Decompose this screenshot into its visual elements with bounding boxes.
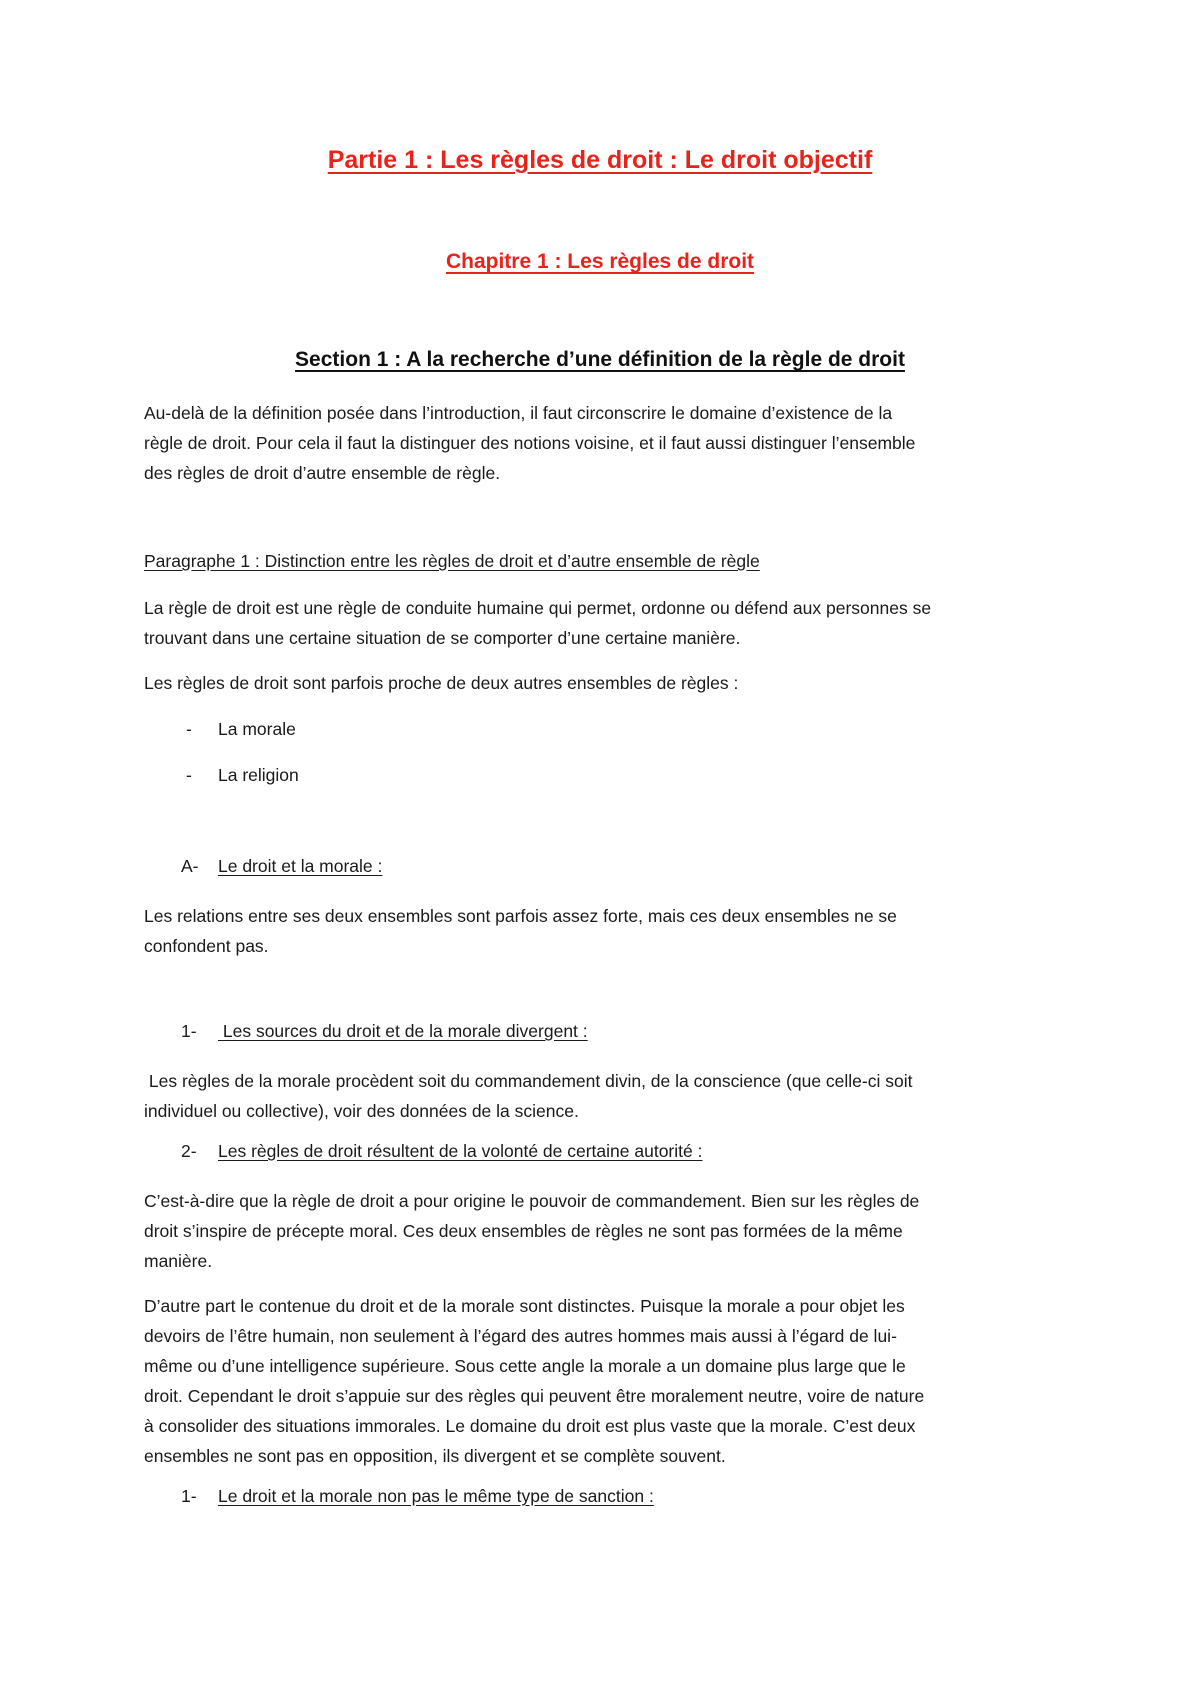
chapitre-title: Chapitre 1 : Les règles de droit	[445, 250, 755, 273]
subsection-1-title: Les sources du droit et de la morale divergent :	[218, 1021, 588, 1041]
subsection-a-title: Le droit et la morale :	[218, 856, 383, 876]
p5-line-2: droit s’inspire de précepte moral. Ces deux ensembles de règles ne sont pas formées de la même	[144, 1221, 903, 1241]
p5-line-1: C’est-à-dire que la règle de droit a pour origine le pouvoir de commandement. Bien sur les règles de	[144, 1191, 920, 1211]
p3-line-2: confondent pas.	[144, 936, 269, 956]
bullet-dash: -	[186, 765, 192, 785]
p5-line-3: manière.	[144, 1251, 213, 1271]
p1-line-2: trouvant dans une certaine situation de se comporter d’une certaine manière.	[144, 628, 741, 648]
p1-line-1: La règle de droit est une règle de conduite humaine qui permet, ordonne ou défend aux personnes se	[144, 598, 932, 618]
intro-line-1: Au-delà de la définition posée dans l’introduction, il faut circonscrire le domaine d’existence de la	[144, 403, 893, 423]
subsection-a-mark: A-	[181, 856, 199, 876]
p6-line-3: même ou d’une intelligence supérieure. Sous cette angle la morale a un domaine plus large que le	[144, 1356, 906, 1376]
bullet-dash: -	[186, 719, 192, 739]
p6-line-4: droit. Cependant le droit s’appuie sur des règles qui peuvent être moralement neutre, voire de nature	[144, 1386, 925, 1406]
bullet-morale: La morale	[218, 719, 296, 739]
subsection-2-mark: 2-	[181, 1141, 197, 1161]
partie-title: Partie 1 : Les règles de droit : Le droit objectif	[327, 146, 873, 174]
p6-line-1: D’autre part le contenue du droit et de la morale sont distinctes. Puisque la morale a pour objet les	[144, 1296, 905, 1316]
section-title: Section 1 : A la recherche d’une définition de la règle de droit	[295, 348, 905, 371]
subsection-1-mark: 1-	[181, 1021, 197, 1041]
subsection-2-title: Les règles de droit résultent de la volonté de certaine autorité :	[218, 1141, 703, 1161]
subsection-3-title: Le droit et la morale non pas le même type de sanction :	[218, 1486, 654, 1506]
p3-line-1: Les relations entre ses deux ensembles sont parfois assez forte, mais ces deux ensembles ne se	[144, 906, 897, 926]
subsection-3-mark: 1-	[181, 1486, 197, 1506]
intro-line-2: règle de droit. Pour cela il faut la distinguer des notions voisine, et il faut aussi distinguer l’ensemble	[144, 433, 916, 453]
p6-line-5: à consolider des situations immorales. Le domaine du droit est plus vaste que la morale. C’est deux	[144, 1416, 916, 1436]
p4-line-1: Les règles de la morale procèdent soit du commandement divin, de la conscience (que celle-ci soit	[144, 1071, 913, 1091]
p6-line-6: ensembles ne sont pas en opposition, ils divergent et se complète souvent.	[144, 1446, 726, 1466]
paragraphe-title: Paragraphe 1 : Distinction entre les règles de droit et d’autre ensemble de règle	[144, 551, 760, 571]
p6-line-2: devoirs de l’être humain, non seulement à l’égard des autres hommes mais aussi à l’égard de lui-	[144, 1326, 897, 1346]
p2-line: Les règles de droit sont parfois proche de deux autres ensembles de règles :	[144, 673, 739, 693]
bullet-religion: La religion	[218, 765, 299, 785]
intro-line-3: des règles de droit d’autre ensemble de règle.	[144, 463, 501, 483]
p4-line-2: individuel ou collective), voir des données de la science.	[144, 1101, 579, 1121]
